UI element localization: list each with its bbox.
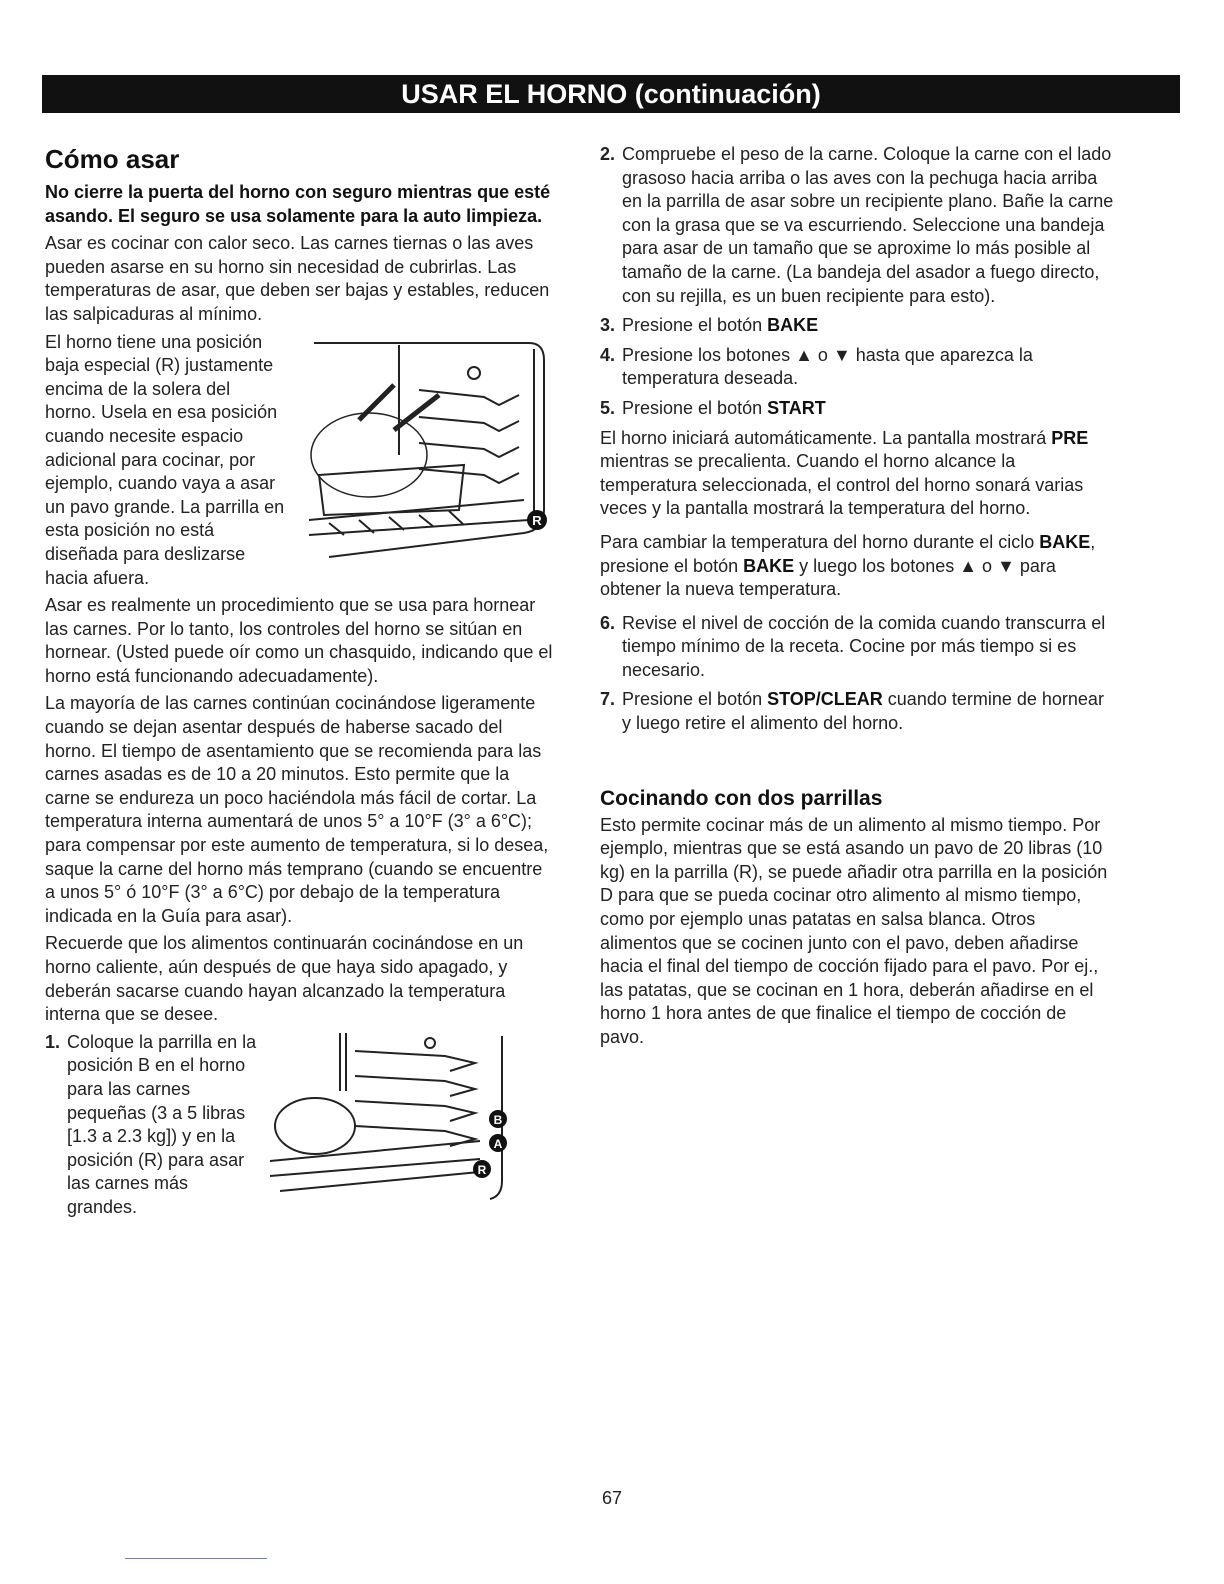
paragraph: El horno iniciará automáticamente. La pantalla mostrará PRE mientras se precalienta. Cuando el horno alcance la temperatura seleccionada, el control del horno sonará varias veces y la pantalla mostrará la temperatura del horno.	[600, 427, 1089, 519]
paragraph: La mayoría de las carnes continúan cocinándose ligeramente cuando se dejan asentar después de haberse sacado del horno. El tiempo de asentamiento que se recomienda para las carnes asadas es de 10 a 20 minutos. Esto permite que la carne se endureza un poco haciéndola más fácil de cortar. La temperatura interna aumentará de unos 5° a 10°F (3° a 6°C); para compensar por este aumento de temperatura, si lo desea, saque la carne del horno más temprano (cuando se encuentre a unos 5° ó 10°F (3° a 6°C) por debajo de la temperatura indicada en la Guía para asar).	[45, 693, 549, 926]
right-column	[600, 143, 1115, 1054]
page-number: 67	[601, 1488, 623, 1508]
paragraph: El horno tiene una posición baja especial (R) justamente encima de la solera del horno. Usela en esa posición cuando necesite espacio adicional para cocinar, por ejemplo, cuando vaya a asar un pavo grande. La parrilla en esta posición no está diseñada para deslizarse hacia afuera.	[45, 331, 285, 588]
left-column	[45, 143, 555, 1226]
paragraph: Esto permite cocinar más de un alimento al mismo tiempo. Por ejemplo, mientras que se está asando un pavo de 20 libras (10 kg) en la parrilla (R), se puede añadir otra parrilla en la posición D para que se pueda cocinar otro alimento al mismo tiempo, como por ejemplo unas patatas en salsa blanca. Otros alimentos que se cocinen junto con el pavo, deben añadirse hacia el final del tiempo de cocción fijado para el pavo. Por ej., las patatas, que se cocinan en 1 hora, deberán añadirse en el horno 1 hora antes de que finalice el tiempo de cocción de pavo.	[600, 814, 1108, 1047]
roast-oven-illustration	[270, 1031, 520, 1226]
section-banner: USAR EL HORNO (continuación)	[42, 75, 1180, 113]
rack-label-r: R	[477, 1162, 487, 1177]
step-4: 4. Presione los botones ▲ o ▼ hasta que aparezca la temperatura deseada.	[600, 344, 1033, 389]
figure-wrap	[45, 1031, 555, 1226]
rack-label-a: A	[493, 1136, 503, 1151]
subsection-title: Cocinando con dos parrillas	[600, 786, 883, 810]
paragraph: Para cambiar la temperatura del horno durante el ciclo BAKE, presione el botón BAKE y luego los botones ▲ o ▼ para obtener la nueva temperatura.	[600, 531, 1096, 600]
footer-rule	[125, 1558, 267, 1559]
step-1: 1. Coloque la parrilla en la posición B en el horno para las carnes pequeñas (3 a 5 libras [1.3 a 2.3 kg]) y en la posición (R) para asar las carnes más grandes.	[45, 1031, 257, 1217]
figure-wrap	[45, 331, 555, 595]
step-6: 6. Revise el nivel de cocción de la comida cuando transcurra el tiempo mínimo de la receta. Cocine por más tiempo si es necesario.	[600, 612, 1106, 680]
turkey-oven-illustration	[299, 335, 549, 595]
paragraph: Asar es realmente un procedimiento que se usa para hornear las carnes. Por lo tanto, los controles del horno se sitúan en hornear. (Usted puede oír como un chasquido, indicando que el horno está funcionando adecuadamente).	[45, 595, 553, 686]
rack-label-b: B	[493, 1112, 503, 1127]
step-7: 7. Presione el botón STOP/CLEAR cuando termine de hornear y luego retire el alimento del horno.	[600, 689, 1104, 734]
section-title: Cómo asar	[45, 144, 180, 174]
step-3: 3. Presione el botón BAKE	[600, 315, 819, 336]
step-2: 2. Compruebe el peso de la carne. Coloque la carne con el lado grasoso hacia arriba o las aves con la pechuga hacia arriba en la parrilla de asar sobre un recipiente plano. Bañe la carne con la grasa que se va escurriendo. Seleccione una bandeja para asar de un tamaño que se aproxime lo más posible al tamaño de la carne. (La bandeja del asador a fuego directo, con su rejilla, es un buen recipiente para esto).	[600, 144, 1114, 306]
paragraph: Asar es cocinar con calor seco. Las carnes tiernas o las aves pueden asarse en su horno sin necesidad de cubrirlas. Las temperaturas de asar, que deben ser bajas y estables, reducen las salpicaduras al mínimo.	[45, 233, 550, 324]
rack-label-r: R	[532, 512, 542, 528]
step-5: 5. Presione el botón START	[600, 397, 826, 418]
warning-text: No cierre la puerta del horno con seguro mientras que esté asando. El seguro se usa solamente para la auto limpieza.	[45, 182, 551, 226]
paragraph: Recuerde que los alimentos continuarán cocinándose en un horno caliente, aún después de que haya sido apagado, y deberán sacarse cuando hayan alcanzado la temperatura interna que se desee.	[45, 933, 524, 1025]
